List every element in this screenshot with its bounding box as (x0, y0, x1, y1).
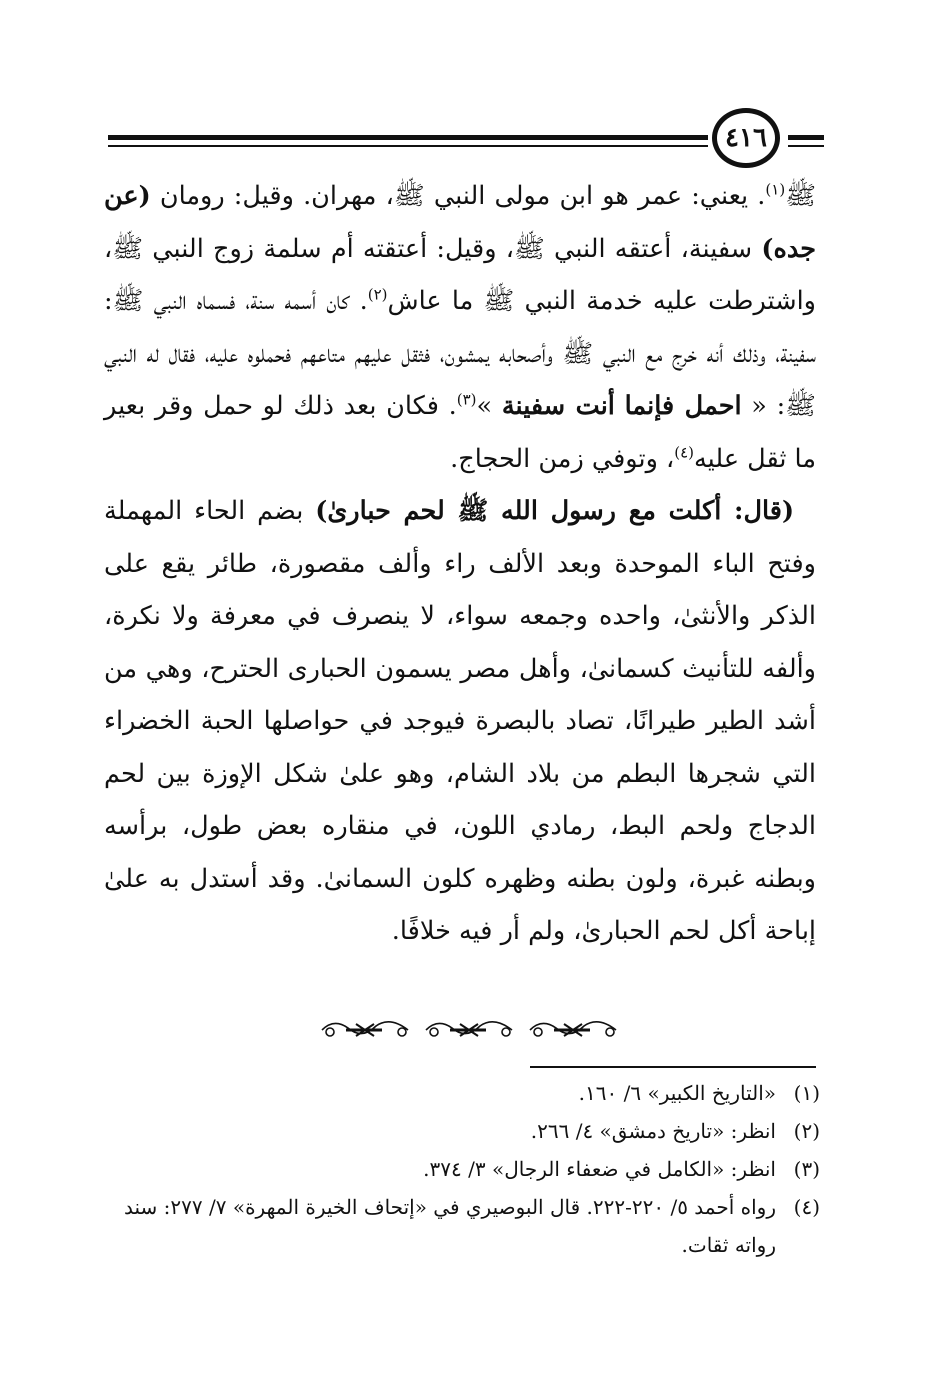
footnotes (104, 1074, 820, 1264)
footnote-text: انظر: «الكامل في ضعفاء الرجال» ٣/ ٣٧٤. (423, 1157, 776, 1181)
footnote-text: «التاريخ الكبير» ٦/ ١٦٠. (578, 1081, 776, 1105)
page-number: ٤١٦ (712, 108, 780, 168)
footnote-number: (١) (793, 1081, 820, 1105)
footnote-number: (٤) (793, 1195, 820, 1219)
footnote (104, 1188, 820, 1264)
header-rule-thin (108, 145, 708, 147)
footnote (104, 1074, 820, 1112)
paragraph: (قال: أكلت مع رسول الله ﷺ لحم حبارىٰ) بضم الحاء المهملة وفتح الباء الموحدة وبعد الألف راء وألف مقصورة، طائر يقع على الذكر والأنثىٰ، واحده وجمعه سواء، لا ينصرف في معرفة ولا نكرة، وألفه للتأنيث كسمانىٰ، وأهل مصر يسمون الحبارى الحترح، وهي من أشد الطير طيرانًا، تصاد بالبصرة فيوجد في حواصلها الحبة الخضراء التي شجرها البطم من بلاد الشام، وهو علىٰ شكل الإوزة بين لحم الدجاج ولحم البط، رمادي اللون، في منقاره بعض طول، برأسه وبطنه غبرة، ولون بطنه وظهره كلون السمانىٰ. وقد أستدل به علىٰ إباحة أكل لحم الحبارىٰ، ولم أر فيه خلافًا. (104, 496, 817, 946)
main-text (104, 170, 816, 958)
header-rule-thick-right (788, 135, 824, 140)
footnote-text: انظر: «تاريخ دمشق» ٤/ ٢٦٦. (530, 1119, 776, 1143)
footnote-separator (530, 1066, 816, 1068)
footnote-text: رواه أحمد ٥/ ٢٢٠-٢٢٢. قال البوصيري في «إتحاف الخيرة المهرة» ٧/ ٢٧٧: سند رواته ثقات. (123, 1195, 776, 1257)
footnote (104, 1112, 820, 1150)
header-rule-thick (108, 135, 708, 140)
header-rule-thin-right (788, 145, 824, 147)
paragraph: ﷺ$^{(١)}$. يعني: عمر هو ابن مولى النبي ﷺ، مهران. وقيل: رومان (عن جده) سفينة، أعتقه النبي ﷺ، وقيل: أعتقته أم سلمة زوج النبي ﷺ، واشترطت عليه خدمة النبي ﷺ ما عاش$^{(٢)}$. كان أسمه سنة، فسماه النبي ﷺ: سفينة، وذلك أنه خرج مع النبي ﷺ وأصحابه يمشون، فثقل عليهم متاعهم فحملوه عليه، فقال له النبي ﷺ: « احمل فإنما أنت سفينة »$^{(٣)}$. فكان بعد ذلك لو حمل وقر بعير ما ثقل عليه$^{(٤)}$، وتوفي زمن الحجاج. (104, 180, 816, 474)
footnote (104, 1150, 820, 1188)
footnote-number: (٢) (793, 1119, 820, 1143)
ornament-divider-icon (316, 1014, 626, 1046)
footnote-number: (٣) (793, 1157, 820, 1181)
